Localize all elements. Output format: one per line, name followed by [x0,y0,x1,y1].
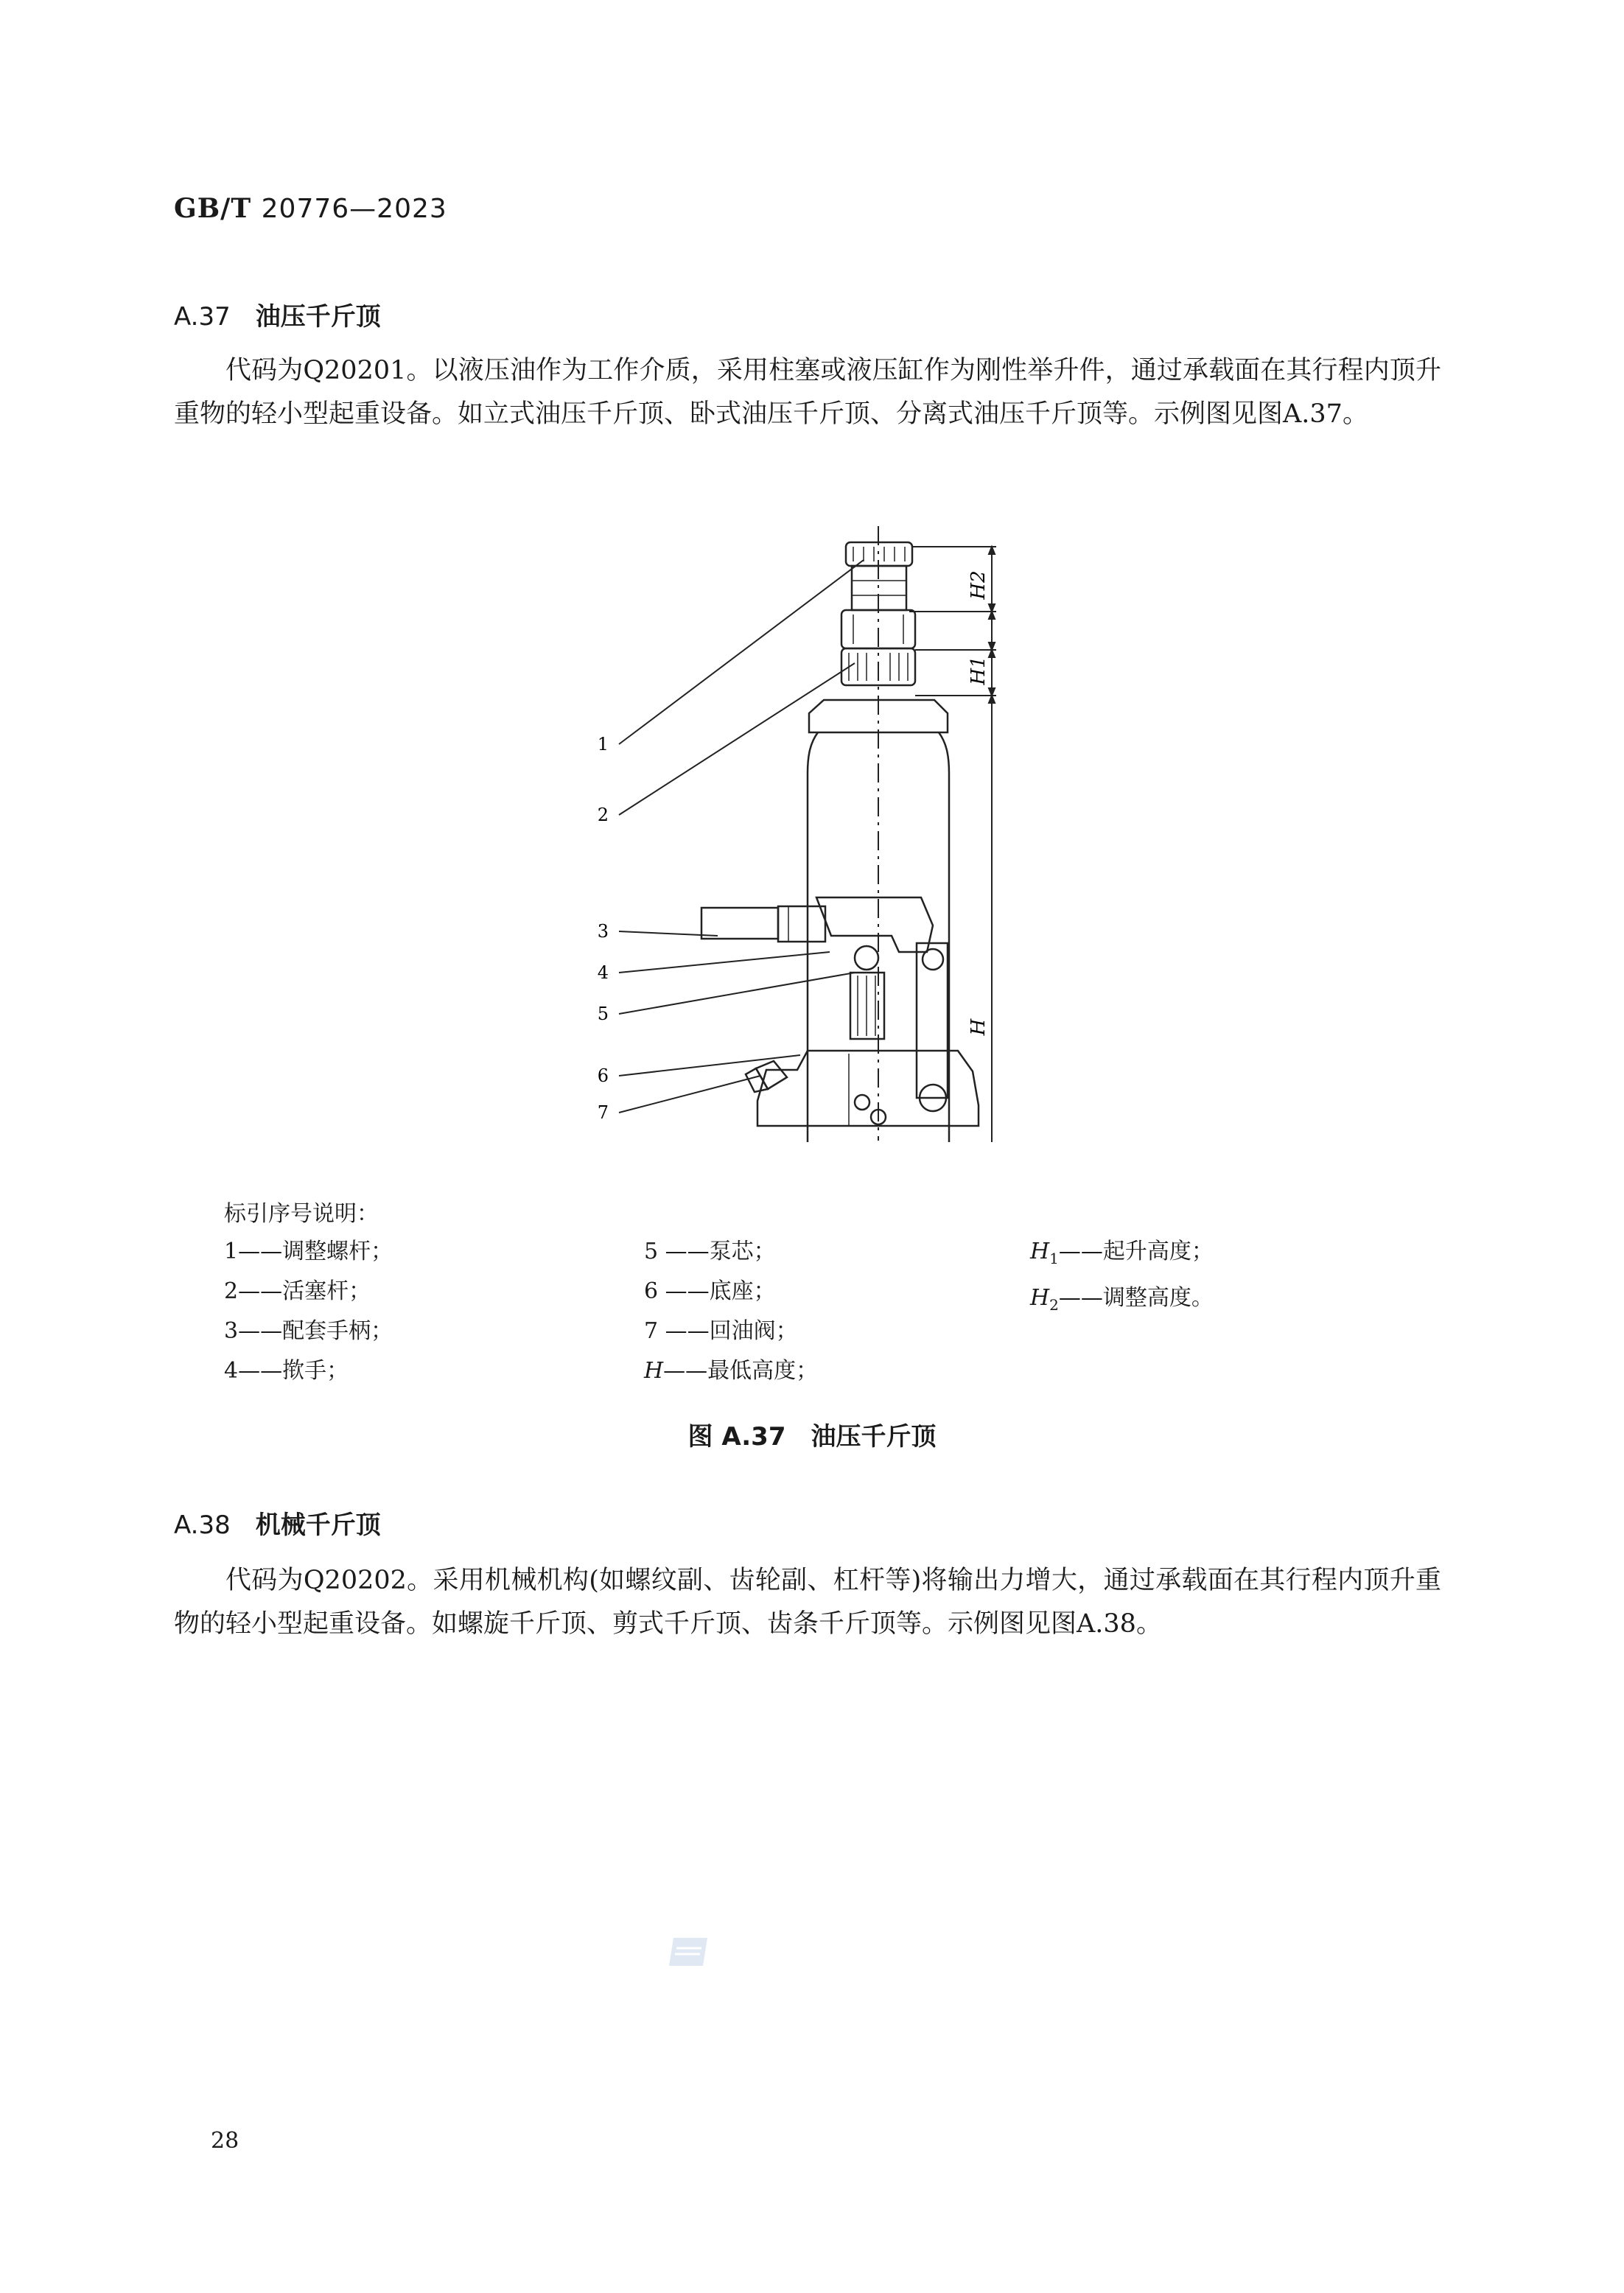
legend-item: 6 ——底座； [644,1278,776,1304]
callout-7: 7 [597,1102,609,1123]
pump-core [850,973,884,1039]
legend-item: 5 ——泵芯； [644,1239,776,1264]
pump-head [816,897,933,952]
callout-4: 4 [597,962,609,983]
legend-item: 3——配套手柄； [224,1318,393,1344]
dim-label-h2: H2 [967,570,990,600]
legend-title: 标引序号说明： [224,1201,379,1227]
callout-1: 1 [597,734,609,755]
page-number: 28 [211,2128,239,2154]
section-a37-title: 油压千斤顶 [255,302,381,332]
dim-label-h1: H1 [967,656,990,685]
handle-socket [778,906,825,942]
legend-item: 4——揿手； [224,1358,349,1384]
legend-item: 1——调整螺杆； [224,1239,393,1264]
legend-item: $H_2——$调整高度。 [1030,1285,1214,1314]
base [757,1051,979,1126]
legend-item: H——最低高度； [644,1358,819,1384]
legend-item: $H_1——$起升高度； [1030,1239,1214,1267]
callout-6: 6 [597,1065,609,1086]
section-a37-paragraph: 代码为Q20201。以液压油作为工作介质，采用柱塞或液压缸作为刚性举升件，通过承载面在其行程内顶升重物的轻小型起重设备。如立式油压千斤顶、卧式油压千斤顶、分离式油压千斤顶等。示例图见图A.37。 [174,356,1441,429]
section-a38-paragraph: 代码为Q20202。采用机械机构(如螺纹副、齿轮副、杠杆等)将输出力增大，通过承载面在其行程内顶升重物的轻小型起重设备。如螺旋千斤顶、剪式千斤顶、齿条千斤顶等。示例图见图A.38。 [174,1566,1441,1639]
handle [701,908,778,939]
callout-3: 3 [597,921,609,942]
watermark-logo [666,1935,710,1969]
standard-code-prefix: GB/T [174,193,252,224]
standard-code-year: 20776—2023 [261,194,447,224]
section-a38-heading [174,1505,381,1541]
standard-code [174,193,447,224]
callout-5: 5 [597,1004,609,1024]
lever-arm [917,943,948,1098]
legend-col-1 [224,1232,393,1391]
section-a37-number: A.37 [174,302,231,332]
section-a37-heading [174,296,381,332]
callout-2: 2 [597,805,609,825]
legend-col-2 [644,1232,818,1391]
dim-label-h: H [967,1018,990,1036]
section-a38-title: 机械千斤顶 [255,1510,381,1540]
legend-col-3 [1030,1232,1214,1325]
hydraulic-jack-drawing [575,523,1032,1142]
pump-pin [855,946,878,970]
figure-caption: 图 A.37 油压千斤顶 [687,1422,937,1452]
legend-item: 2——活塞杆； [224,1278,371,1304]
section-a38-number: A.38 [174,1510,231,1540]
legend-item: 7 ——回油阀； [644,1318,798,1344]
